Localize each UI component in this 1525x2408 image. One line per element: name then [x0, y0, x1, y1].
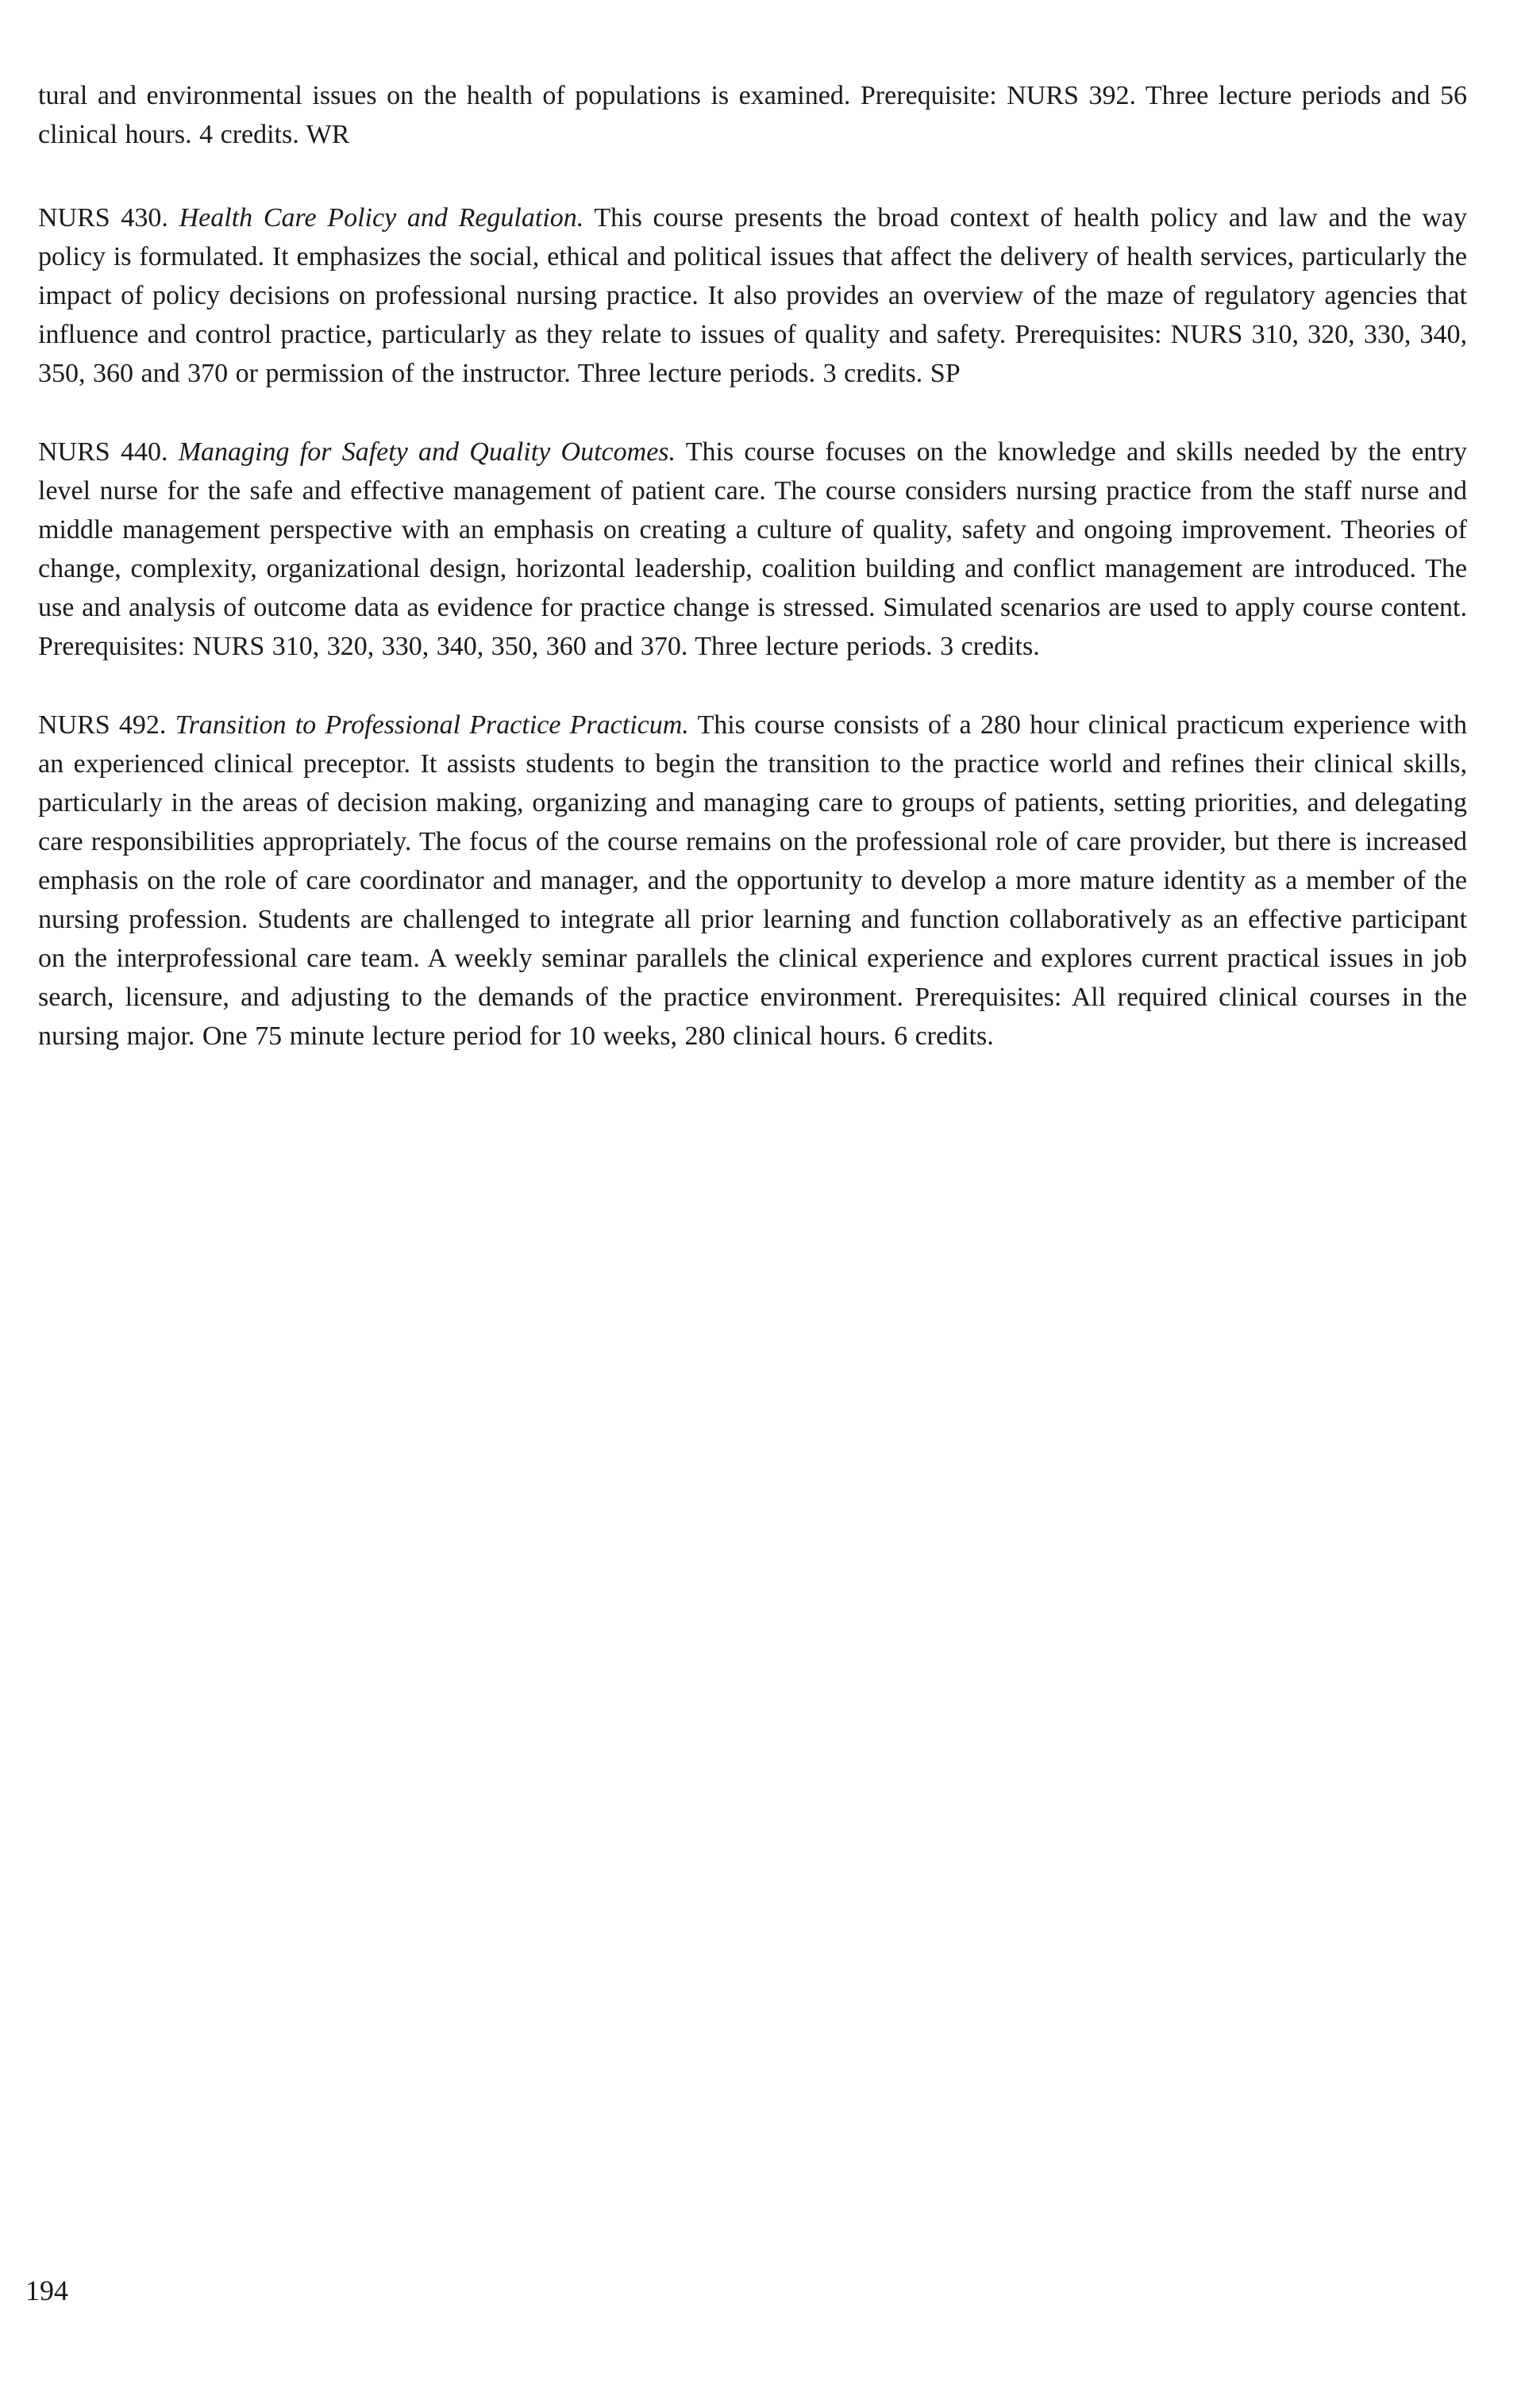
catalog-page — [38, 76, 1467, 1095]
course-title: Managing for Safety and Quality Outcomes. — [178, 437, 676, 467]
course-title: Transition to Professional Practice Practicum. — [175, 710, 689, 740]
course-code: NURS 492. — [38, 710, 167, 740]
intro-fragment: tural and environmental issues on the health of populations is examined. Prerequisite: NURS 392. Three lecture periods and 56 clinical hours. 4 credits. WR — [38, 81, 1467, 149]
page-number: 194 — [25, 2275, 68, 2306]
course-description: This course consists of a 280 hour clinical practicum experience with an experienced clinical preceptor. It assists students to begin the transition to the practice world and refines their clinical skills, particularly in the areas of decision making, organizing and managing care to groups of patients, setting priorities, and delegating care responsibilities appropriately. The focus of the course remains on the professional role of care provider, but there is increased emphasis on the role of care coordinator and manager, and the opportunity to develop a more mature identity as a member of the nursing profession. Students are challenged to integrate all prior learning and function collaboratively as an effective participant on the interprofessional care team. A weekly seminar parallels the clinical experience and explores current practical issues in job search, licensure, and adjusting to the demands of the practice environment. Prerequisites: All required clinical courses in the nursing major. One 75 minute lecture period for 10 weeks, 280 clinical hours. 6 credits. — [38, 710, 1467, 1051]
course-entry-nurs-492 — [38, 706, 1467, 1056]
course-description: This course presents the broad context of health policy and law and the way policy is formulated. It emphasizes the social, ethical and political issues that affect the delivery of health services, particularly the impact of policy decisions on professional nursing practice. It also provides an overview of the maze of regulatory agencies that influence and control practice, particularly as they relate to issues of quality and safety. Prerequisites: NURS 310, 320, 330, 340, 350, 360 and 370 or permission of the instructor. Three lecture periods. 3 credits. SP — [38, 203, 1468, 388]
course-description: This course focuses on the knowledge and skills needed by the entry level nurse for the safe and effective management of patient care. The course considers nursing practice from the staff nurse and middle management perspective with an emphasis on creating a culture of quality, safety and ongoing improvement. Theories of change, complexity, organizational design, horizontal leadership, coalition building and conflict management are introduced. The use and analysis of outcome data as evidence for practice change is stressed. Simulated scenarios are used to apply course content. Prerequisites: NURS 310, 320, 330, 340, 350, 360 and 370. Three lecture periods. 3 credits. — [38, 437, 1468, 661]
course-entry-nurs-440 — [38, 433, 1467, 666]
course-entry-nurs-430 — [38, 198, 1467, 393]
course-title: Health Care Policy and Regulation. — [179, 203, 584, 233]
course-code: NURS 430. — [38, 203, 168, 233]
course-code: NURS 440. — [38, 437, 168, 467]
